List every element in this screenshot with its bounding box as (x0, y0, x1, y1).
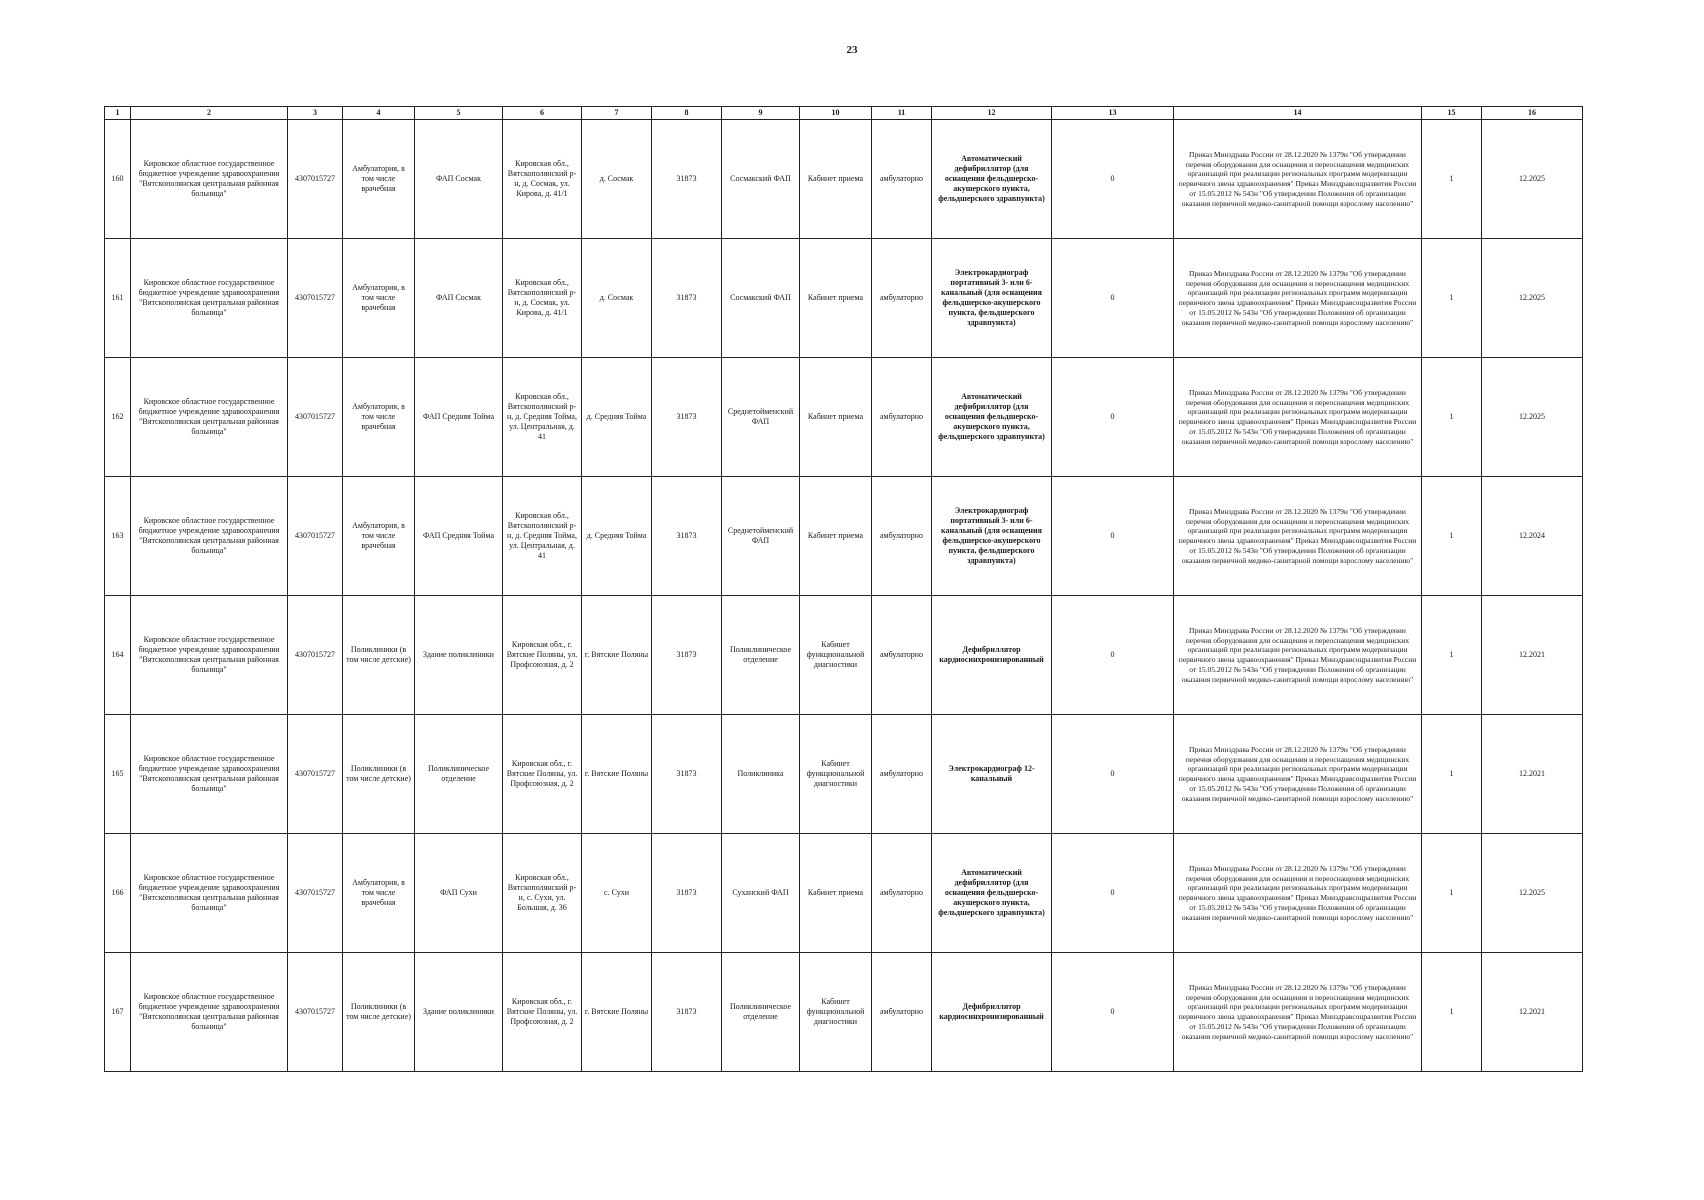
quantity-cell: 1 (1422, 715, 1482, 834)
deadline-cell: 12.2025 (1482, 358, 1583, 477)
equipment-cell: Электрокардиограф портативный 3- или 6-канальный (для оснащения фельдшерско-акушерского пункта, фельдшерского здравпункта) (932, 477, 1052, 596)
row-number-cell: 161 (105, 239, 131, 358)
regulation-cell: Приказ Минздрава России от 28.12.2020 № 1379н "Об утверждении перечня оборудования для оснащения и переоснащения медицинских организаций при реализации региональных программ модернизации первичного звена здравоохранения" Приказ Минздравсоцразвития России от 15.05.2012 № 543н "Об утверждении Положения об организации оказания первичной медико-санитарной помощи взрослому населению" (1174, 953, 1422, 1072)
equipment-table-container (104, 106, 1582, 1072)
row-number-cell: 163 (105, 477, 131, 596)
code-cell: 31873 (652, 477, 722, 596)
equipment-cell: Электрокардиограф портативный 3- или 6-канальный (для оснащения фельдшерско-акушерского пункта, фельдшерского здравпункта) (932, 239, 1052, 358)
settlement-cell: д. Сосмак (582, 120, 652, 239)
code-cell: 31873 (652, 120, 722, 239)
regulation-cell: Приказ Минздрава России от 28.12.2020 № 1379н "Об утверждении перечня оборудования для оснащения и переоснащения медицинских организаций при реализации региональных программ модернизации первичного звена здравоохранения" Приказ Минздравсоцразвития России от 15.05.2012 № 543н "Об утверждении Положения об организации оказания первичной медико-санитарной помощи взрослому населению" (1174, 834, 1422, 953)
settlement-cell: г. Вятские Поляны (582, 953, 652, 1072)
organization-cell: Кировское областное государственное бюджетное учреждение здравоохранения "Вятскополянская центральная районная больница" (131, 239, 288, 358)
organization-cell: Кировское областное государственное бюджетное учреждение здравоохранения "Вятскополянская центральная районная больница" (131, 120, 288, 239)
settlement-cell: г. Вятские Поляны (582, 715, 652, 834)
existing-count-cell: 0 (1052, 596, 1174, 715)
quantity-cell: 1 (1422, 596, 1482, 715)
regulation-cell: Приказ Минздрава России от 28.12.2020 № 1379н "Об утверждении перечня оборудования для оснащения и переоснащения медицинских организаций при реализации региональных программ модернизации первичного звена здравоохранения" Приказ Минздравсоцразвития России от 15.05.2012 № 543н "Об утверждении Положения об организации оказания первичной медико-санитарной помощи взрослому населению" (1174, 477, 1422, 596)
regulation-cell: Приказ Минздрава России от 28.12.2020 № 1379н "Об утверждении перечня оборудования для оснащения и переоснащения медицинских организаций при реализации региональных программ модернизации первичного звена здравоохранения" Приказ Минздравсоцразвития России от 15.05.2012 № 543н "Об утверждении Положения об организации оказания первичной медико-санитарной помощи взрослому населению" (1174, 358, 1422, 477)
equipment-cell: Дефибриллятор кардиосинхронизированный (932, 953, 1052, 1072)
settlement-cell: г. Вятские Поляны (582, 596, 652, 715)
facility-type-cell: Амбулатория, в том числе врачебная (343, 239, 415, 358)
room-cell: Кабинет функциональной диагностики (800, 953, 872, 1072)
column-number: 11 (872, 107, 932, 120)
column-number: 13 (1052, 107, 1174, 120)
column-number: 6 (503, 107, 582, 120)
organization-cell: Кировское областное государственное бюджетное учреждение здравоохранения "Вятскополянская центральная районная больница" (131, 715, 288, 834)
facility-type-cell: Амбулатория, в том числе врачебная (343, 834, 415, 953)
department-cell: Поликлиническое отделение (722, 596, 800, 715)
settlement-cell: д. Средняя Тойма (582, 477, 652, 596)
settlement-cell: д. Сосмак (582, 239, 652, 358)
equipment-table (104, 106, 1583, 1072)
column-number: 7 (582, 107, 652, 120)
building-cell: ФАП Сухи (415, 834, 503, 953)
code-cell: 31873 (652, 834, 722, 953)
address-cell: Кировская обл., Вятскополянский р-н, д. Средняя Тойма, ул. Центральная, д. 41 (503, 358, 582, 477)
care-condition-cell: амбулаторно (872, 120, 932, 239)
row-number-cell: 162 (105, 358, 131, 477)
regulation-cell: Приказ Минздрава России от 28.12.2020 № 1379н "Об утверждении перечня оборудования для оснащения и переоснащения медицинских организаций при реализации региональных программ модернизации первичного звена здравоохранения" Приказ Минздравсоцразвития России от 15.05.2012 № 543н "Об утверждении Положения об организации оказания первичной медико-санитарной помощи взрослому населению" (1174, 596, 1422, 715)
facility-type-cell: Поликлиники (в том числе детские) (343, 953, 415, 1072)
quantity-cell: 1 (1422, 358, 1482, 477)
existing-count-cell: 0 (1052, 953, 1174, 1072)
column-number: 3 (288, 107, 343, 120)
building-cell: Здание поликлиники (415, 953, 503, 1072)
inn-cell: 4307015727 (288, 120, 343, 239)
facility-type-cell: Поликлиники (в том числе детские) (343, 715, 415, 834)
department-cell: Поликлиника (722, 715, 800, 834)
deadline-cell: 12.2025 (1482, 834, 1583, 953)
care-condition-cell: амбулаторно (872, 477, 932, 596)
quantity-cell: 1 (1422, 477, 1482, 596)
inn-cell: 4307015727 (288, 834, 343, 953)
department-cell: Сосмакский ФАП (722, 239, 800, 358)
quantity-cell: 1 (1422, 120, 1482, 239)
row-number-cell: 165 (105, 715, 131, 834)
room-cell: Кабинет приема (800, 120, 872, 239)
code-cell: 31873 (652, 239, 722, 358)
deadline-cell: 12.2024 (1482, 477, 1583, 596)
table-body (105, 120, 1583, 1072)
care-condition-cell: амбулаторно (872, 953, 932, 1072)
deadline-cell: 12.2021 (1482, 596, 1583, 715)
organization-cell: Кировское областное государственное бюджетное учреждение здравоохранения "Вятскополянская центральная районная больница" (131, 596, 288, 715)
regulation-cell: Приказ Минздрава России от 28.12.2020 № 1379н "Об утверждении перечня оборудования для оснащения и переоснащения медицинских организаций при реализации региональных программ модернизации первичного звена здравоохранения" Приказ Минздравсоцразвития России от 15.05.2012 № 543н "Об утверждении Положения об организации оказания первичной медико-санитарной помощи взрослому населению" (1174, 120, 1422, 239)
address-cell: Кировская обл., г. Вятские Поляны, ул. Профсоюзная, д. 2 (503, 953, 582, 1072)
existing-count-cell: 0 (1052, 477, 1174, 596)
table-row (105, 477, 1583, 596)
column-number: 9 (722, 107, 800, 120)
facility-type-cell: Поликлиники (в том числе детские) (343, 596, 415, 715)
column-number: 12 (932, 107, 1052, 120)
page-number: 23 (846, 44, 858, 56)
existing-count-cell: 0 (1052, 239, 1174, 358)
existing-count-cell: 0 (1052, 358, 1174, 477)
row-number-cell: 160 (105, 120, 131, 239)
table-row (105, 239, 1583, 358)
row-number-cell: 166 (105, 834, 131, 953)
department-cell: Среднетойменский ФАП (722, 358, 800, 477)
quantity-cell: 1 (1422, 953, 1482, 1072)
table-row (105, 358, 1583, 477)
care-condition-cell: амбулаторно (872, 834, 932, 953)
address-cell: Кировская обл., Вятскополянский р-н, д. Средняя Тойма, ул. Центральная, д. 41 (503, 477, 582, 596)
building-cell: ФАП Сосмак (415, 239, 503, 358)
facility-type-cell: Амбулатория, в том числе врачебная (343, 120, 415, 239)
equipment-cell: Автоматический дефибриллятор (для оснащения фельдшерско-акушерского пункта, фельдшерского здравпункта) (932, 834, 1052, 953)
row-number-cell: 164 (105, 596, 131, 715)
table-row (105, 596, 1583, 715)
equipment-cell: Автоматический дефибриллятор (для оснащения фельдшерско-акушерского пункта, фельдшерского здравпункта) (932, 358, 1052, 477)
table-row (105, 953, 1583, 1072)
settlement-cell: д. Средняя Тойма (582, 358, 652, 477)
care-condition-cell: амбулаторно (872, 715, 932, 834)
equipment-cell: Дефибриллятор кардиосинхронизированный (932, 596, 1052, 715)
column-number: 10 (800, 107, 872, 120)
department-cell: Среднетойменский ФАП (722, 477, 800, 596)
code-cell: 31873 (652, 953, 722, 1072)
quantity-cell: 1 (1422, 239, 1482, 358)
deadline-cell: 12.2025 (1482, 120, 1583, 239)
address-cell: Кировская обл., г. Вятские Поляны, ул. Профсоюзная, д. 2 (503, 715, 582, 834)
building-cell: ФАП Сосмак (415, 120, 503, 239)
equipment-cell: Автоматический дефибриллятор (для оснащения фельдшерско-акушерского пункта, фельдшерского здравпункта) (932, 120, 1052, 239)
table-row (105, 834, 1583, 953)
building-cell: Здание поликлиники (415, 596, 503, 715)
code-cell: 31873 (652, 358, 722, 477)
address-cell: Кировская обл., Вятскополянский р-н, с. Сухи, ул. Большая, д. 36 (503, 834, 582, 953)
column-number: 15 (1422, 107, 1482, 120)
care-condition-cell: амбулаторно (872, 596, 932, 715)
settlement-cell: с. Сухи (582, 834, 652, 953)
column-number: 8 (652, 107, 722, 120)
care-condition-cell: амбулаторно (872, 358, 932, 477)
room-cell: Кабинет приема (800, 834, 872, 953)
building-cell: ФАП Средняя Тойма (415, 358, 503, 477)
department-cell: Сосмакский ФАП (722, 120, 800, 239)
organization-cell: Кировское областное государственное бюджетное учреждение здравоохранения "Вятскополянская центральная районная больница" (131, 953, 288, 1072)
address-cell: Кировская обл., Вятскополянский р-н, д. Сосмак, ул. Кирова, д. 41/1 (503, 120, 582, 239)
room-cell: Кабинет приема (800, 477, 872, 596)
equipment-cell: Электрокардиограф 12-канальный (932, 715, 1052, 834)
code-cell: 31873 (652, 715, 722, 834)
organization-cell: Кировское областное государственное бюджетное учреждение здравоохранения "Вятскополянская центральная районная больница" (131, 834, 288, 953)
column-number: 16 (1482, 107, 1583, 120)
code-cell: 31873 (652, 596, 722, 715)
table-row (105, 715, 1583, 834)
inn-cell: 4307015727 (288, 715, 343, 834)
inn-cell: 4307015727 (288, 239, 343, 358)
quantity-cell: 1 (1422, 834, 1482, 953)
room-cell: Кабинет приема (800, 239, 872, 358)
deadline-cell: 12.2025 (1482, 239, 1583, 358)
department-cell: Поликлиническое отделение (722, 953, 800, 1072)
inn-cell: 4307015727 (288, 358, 343, 477)
table-row (105, 120, 1583, 239)
column-number-row (105, 107, 1583, 120)
building-cell: Поликлиническое отделение (415, 715, 503, 834)
column-number: 1 (105, 107, 131, 120)
deadline-cell: 12.2021 (1482, 715, 1583, 834)
care-condition-cell: амбулаторно (872, 239, 932, 358)
column-number: 2 (131, 107, 288, 120)
regulation-cell: Приказ Минздрава России от 28.12.2020 № 1379н "Об утверждении перечня оборудования для оснащения и переоснащения медицинских организаций при реализации региональных программ модернизации первичного звена здравоохранения" Приказ Минздравсоцразвития России от 15.05.2012 № 543н "Об утверждении Положения об организации оказания первичной медико-санитарной помощи взрослому населению" (1174, 239, 1422, 358)
column-number: 5 (415, 107, 503, 120)
room-cell: Кабинет функциональной диагностики (800, 596, 872, 715)
room-cell: Кабинет функциональной диагностики (800, 715, 872, 834)
regulation-cell: Приказ Минздрава России от 28.12.2020 № 1379н "Об утверждении перечня оборудования для оснащения и переоснащения медицинских организаций при реализации региональных программ модернизации первичного звена здравоохранения" Приказ Минздравсоцразвития России от 15.05.2012 № 543н "Об утверждении Положения об организации оказания первичной медико-санитарной помощи взрослому населению" (1174, 715, 1422, 834)
organization-cell: Кировское областное государственное бюджетное учреждение здравоохранения "Вятскополянская центральная районная больница" (131, 477, 288, 596)
facility-type-cell: Амбулатория, в том числе врачебная (343, 477, 415, 596)
facility-type-cell: Амбулатория, в том числе врачебная (343, 358, 415, 477)
organization-cell: Кировское областное государственное бюджетное учреждение здравоохранения "Вятскополянская центральная районная больница" (131, 358, 288, 477)
existing-count-cell: 0 (1052, 834, 1174, 953)
building-cell: ФАП Средняя Тойма (415, 477, 503, 596)
inn-cell: 4307015727 (288, 477, 343, 596)
department-cell: Суханский ФАП (722, 834, 800, 953)
existing-count-cell: 0 (1052, 120, 1174, 239)
inn-cell: 4307015727 (288, 596, 343, 715)
column-number: 14 (1174, 107, 1422, 120)
row-number-cell: 167 (105, 953, 131, 1072)
room-cell: Кабинет приема (800, 358, 872, 477)
inn-cell: 4307015727 (288, 953, 343, 1072)
address-cell: Кировская обл., Вятскополянский р-н, д. Сосмак, ул. Кирова, д. 41/1 (503, 239, 582, 358)
deadline-cell: 12.2021 (1482, 953, 1583, 1072)
column-number: 4 (343, 107, 415, 120)
existing-count-cell: 0 (1052, 715, 1174, 834)
address-cell: Кировская обл., г. Вятские Поляны, ул. Профсоюзная, д. 2 (503, 596, 582, 715)
